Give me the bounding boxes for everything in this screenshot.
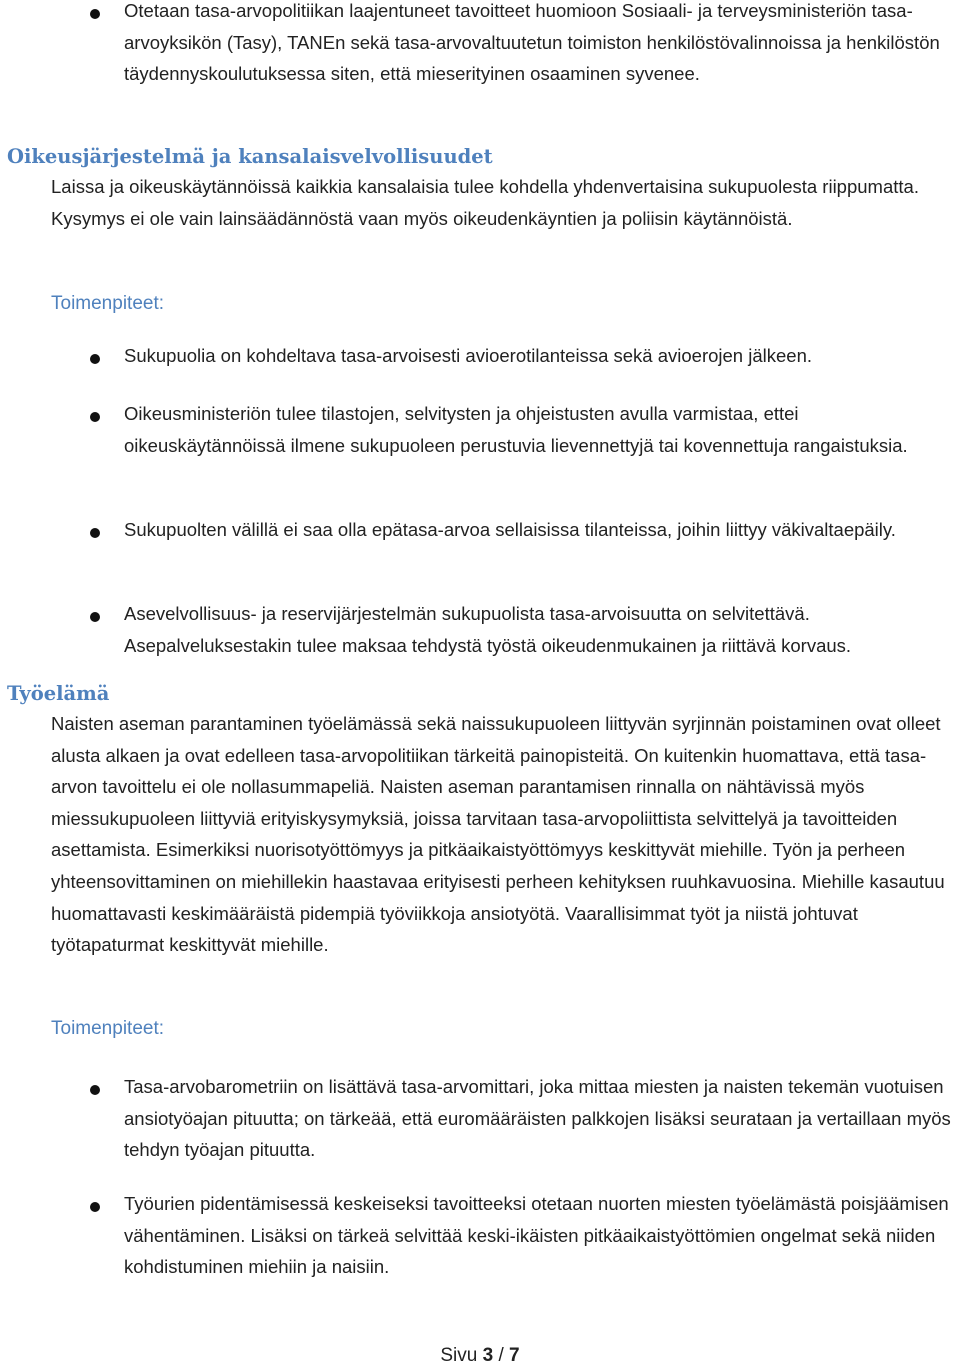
page-footer <box>0 1343 960 1369</box>
toimenpiteet-label-oikeus: Toimenpiteet: <box>51 293 165 314</box>
bullet-icon <box>90 528 100 538</box>
oikeus-bullet-text: Sukupuolia on kohdeltava tasa-arvoisesti avioerotilanteissa sekä avioerojen jälkeen. <box>124 345 812 366</box>
section-heading-tyoelama: Työelämä <box>7 682 110 705</box>
page-label: Sivu <box>440 1345 483 1366</box>
oikeus-bullet-text: Asevelvollisuus- ja reservijärjestelmän sukupuolista tasa-arvoisuutta on selvitettävä. Asepalveluksestakin tulee maksaa tehdystä työstä oikeudenmukainen ja riittävä korvaus. <box>124 603 852 656</box>
section-paragraph-tyoelama: Naisten aseman parantaminen työelämässä sekä naissukupuoleen liittyvän syrjinnän poistaminen ovat olleet alusta alkaen ja ovat edelleen tasa-arvopolitiikan tärkeitä painopisteitä. On kuitenkin huomattava, että tasa-arvon tavoittelu ei ole nollasummapeliä. Naisten aseman parantamisen rinnalla on nähtävissä myös miessukupuoleen liittyviä erityiskysymyksiä, joissa tarvitaan tasa-arvopoliittista selvittelyä ja tavoitteiden asettamista. Esimerkiksi nuorisotyöttömyys ja pitkäaikaistyöttömyys keskittyvät miehille. Työn ja perheen yhteensovittaminen on miehillekin haastavaa erityisesti perheen kehityksen ruuhkavuosina. Miehille kasautuu huomattavasti keskimääräistä pidempiä työviikkoja ansiotyötä. Vaarallisimmat työt ja niistä johtuvat työtapaturmat keskittyvät miehille. <box>51 713 945 956</box>
tyoelama-bullet-text: Tasa-arvobarometriin on lisättävä tasa-arvomittari, joka mittaa miesten ja naisten tekemän vuotuisen ansiotyöajan pituutta; on tärkeää, että euromääräisten palkkojen lisäksi seurataan ja vertaillaan myös tehdyn työajan pituutta. <box>124 1076 951 1161</box>
bullet-icon <box>90 612 100 622</box>
section-paragraph-oikeus: Laissa ja oikeuskäytännöissä kaikkia kansalaisia tulee kohdella yhdenvertaisina sukupuolesta riippumatta. Kysymys ei ole vain lainsäädännöstä vaan myös oikeudenkäyntien ja poliisin käytännöistä. <box>51 176 919 229</box>
bullet-icon <box>90 9 100 19</box>
oikeus-bullet-text: Oikeusministeriön tulee tilastojen, selvitysten ja ohjeistusten avulla varmistaa, ettei oikeuskäytännöissä ilmene sukupuoleen perustuvia lievennettyjä tai kovennettuja rangaistuksia. <box>124 403 908 456</box>
bullet-icon <box>90 412 100 422</box>
section-heading-oikeus: Oikeusjärjestelmä ja kansalaisvelvollisuudet <box>7 145 493 168</box>
page-separator: / <box>493 1345 510 1366</box>
intro-bullet-text: Otetaan tasa-arvopolitiikan laajentuneet tavoitteet huomioon Sosiaali- ja terveysministeriön tasa-arvoyksikön (Tasy), TANEn sekä tasa-arvovaltuutetun toimiston henkilöstövalinnoissa ja henkilöstön täydennyskoulutuksessa siten, että mieserityinen osaaminen syvenee. <box>124 0 940 85</box>
toimenpiteet-label-tyoelama: Toimenpiteet: <box>51 1018 165 1039</box>
current-page-number: 3 <box>482 1345 494 1366</box>
bullet-icon <box>90 1202 100 1212</box>
tyoelama-bullet-text: Työurien pidentämisessä keskeiseksi tavoitteeksi otetaan nuorten miesten työelämästä poisjäämisen vähentäminen. Lisäksi on tärkeä selvittää keski-ikäisten pitkäaikaistyöttömien ongelmat sekä niiden kohdistuminen miehiin ja naisiin. <box>124 1193 949 1278</box>
total-page-number: 7 <box>509 1345 520 1366</box>
bullet-icon <box>90 1085 100 1095</box>
bullet-icon <box>90 354 100 364</box>
oikeus-bullet-text: Sukupuolten välillä ei saa olla epätasa-arvoa sellaisissa tilanteissa, joihin liittyy väkivaltaepäily. <box>124 519 896 540</box>
